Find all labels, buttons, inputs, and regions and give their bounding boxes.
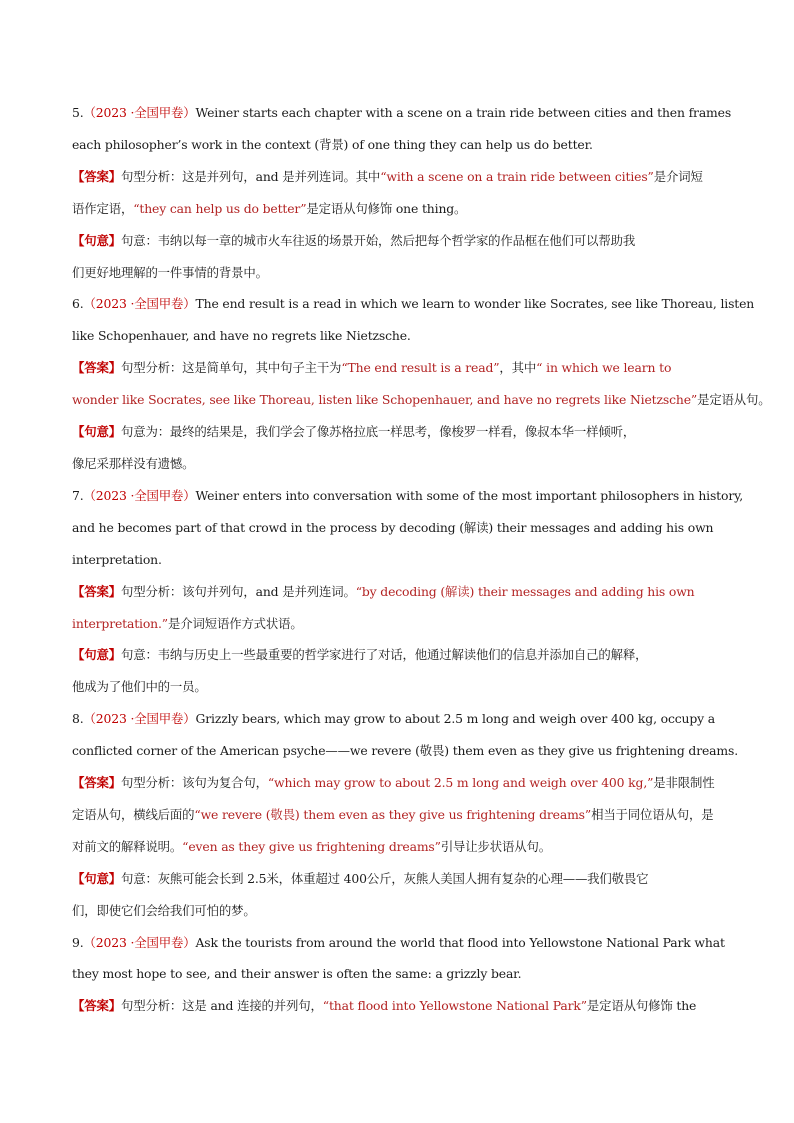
answer-line: [72, 831, 732, 863]
answer-text: 句型分析：这是并列句，and 是并列连词。其中: [120, 168, 381, 184]
question-text: Grizzly bears, which may grow to about 2.5 m long and weigh over 400 kg, occupy a: [195, 711, 716, 727]
answer-line: [72, 352, 732, 384]
question-text: and he becomes part of that crowd in the process by decoding (解读) their messages and adding his own: [72, 519, 714, 535]
quoted-english: “they can help us do better”: [133, 200, 307, 216]
question-number: 6.: [72, 296, 84, 312]
question-line: [72, 480, 744, 512]
answer-line: [72, 161, 732, 193]
meaning-line: [72, 671, 732, 703]
meaning-tag: 【句意】: [72, 647, 121, 663]
answer-text: 句型分析：这是 and 连接的并列句，: [120, 998, 323, 1014]
meaning-line: [72, 639, 732, 671]
answer-line: [72, 384, 771, 416]
answer-line: [72, 767, 732, 799]
meaning-tag: 【句意】: [72, 870, 121, 886]
question-number: 5.: [72, 105, 84, 120]
question-source: （2023 ·全国甲卷）: [83, 296, 196, 312]
answer-line: [72, 608, 732, 640]
meaning-line: [72, 895, 732, 927]
answer-text: 句型分析：这是简单句，其中句子主干为: [120, 360, 342, 376]
answer-text: 相当于同位语从句，是: [591, 806, 714, 822]
question-line: [72, 544, 732, 576]
question-line: [72, 703, 732, 735]
meaning-text: 句意：韦纳与历史上一些最重要的哲学家进行了对话，他通过解读他们的信息并添加自己的解释，: [120, 647, 648, 663]
answer-text: 句型分析：该句并列句，and 是并列连词。: [120, 583, 356, 599]
question-text: each philosopher’s work in the context (背景) of one thing they can help us do better.: [72, 136, 593, 152]
question-text: The end result is a read in which we learn to wonder like Socrates, see like Thoreau, listen: [195, 296, 755, 312]
meaning-text: 们更好地理解的一件事情的背景中。: [72, 264, 268, 280]
meaning-tag: 【句意】: [72, 232, 121, 248]
question-number: 9.: [72, 934, 84, 950]
quoted-english: “by decoding (解读) their messages and adding his own: [355, 583, 695, 599]
answer-text: 定语从句，横线后面的: [72, 806, 195, 822]
answer-tag: 【答案】: [72, 583, 121, 599]
document-page: [72, 97, 771, 1022]
question-source: （2023 ·全国甲卷）: [83, 934, 196, 950]
answer-text: 引导让步状语从句。: [440, 838, 551, 854]
question-number: 7.: [72, 487, 84, 503]
meaning-line: [72, 416, 732, 448]
meaning-line: [72, 863, 732, 895]
answer-line: [72, 990, 732, 1022]
quoted-english: “even as they give us frightening dreams”: [182, 838, 441, 854]
meaning-tag: 【句意】: [72, 424, 121, 440]
meaning-text: 句意为：最终的结果是，我们学会了像苏格拉底一样思考，像梭罗一样看，像叔本华一样倾听，: [120, 424, 636, 440]
question-source: （2023 ·全国甲卷）: [83, 105, 196, 120]
question-source: （2023 ·全国甲卷）: [83, 487, 196, 503]
question-text: conflicted corner of the American psyche——we revere (敬畏) them even as they give us frightening dreams.: [72, 743, 738, 759]
question-line: [72, 958, 732, 990]
question-text: like Schopenhauer, and have no regrets like Nietzsche.: [72, 328, 411, 344]
answer-tag: 【答案】: [72, 775, 121, 791]
question-text: interpretation.: [72, 551, 162, 567]
answer-text: 句型分析：该句为复合句，: [120, 775, 268, 791]
meaning-text: 他成为了他们中的一员。: [72, 679, 207, 695]
answer-text: 语作定语，: [72, 200, 134, 216]
meaning-text: 句意：灰熊可能会长到 2.5米，体重超过 400公斤，灰熊人美国人拥有复杂的心理——我们敬畏它: [120, 870, 649, 886]
question-line: [72, 288, 755, 320]
question-source: （2023 ·全国甲卷）: [83, 711, 196, 727]
answer-text: 是定语从句修饰 one thing。: [306, 200, 467, 216]
question-text: they most hope to see, and their answer is often the same: a grizzly bear.: [72, 966, 522, 982]
question-line: [72, 512, 732, 544]
quoted-english: “which may grow to about 2.5 m long and weigh over 400 kg,”: [267, 775, 654, 791]
question-text: Ask the tourists from around the world that flood into Yellowstone National Park what: [195, 934, 725, 950]
quoted-english: “with a scene on a train ride between cities”: [380, 168, 654, 184]
question-line: [72, 320, 732, 352]
answer-text: 对前文的解释说明。: [72, 838, 183, 854]
quoted-english: “ in which we learn to: [536, 360, 672, 376]
meaning-text: 们，即使它们会给我们可怕的梦。: [72, 902, 256, 918]
quoted-english: “that flood into Yellowstone National Park”: [322, 998, 587, 1014]
question-line: [72, 735, 738, 767]
answer-line: [72, 799, 732, 831]
answer-text: ，其中: [499, 360, 537, 376]
answer-text: 是非限制性: [653, 775, 715, 791]
answer-text: 是介词短语作方式状语。: [168, 615, 303, 631]
meaning-line: [72, 257, 732, 289]
question-text: Weiner enters into conversation with some of the most important philosophers in history,: [195, 487, 744, 503]
meaning-line: [72, 225, 732, 257]
meaning-text: 句意：韦纳以每一章的城市火车往返的场景开始，然后把每个哲学家的作品框在他们可以帮助我: [120, 232, 636, 248]
quoted-english: interpretation.”: [72, 615, 168, 631]
answer-tag: 【答案】: [72, 360, 121, 376]
answer-text: 是介词短: [653, 168, 703, 184]
question-line: [72, 927, 732, 959]
quoted-english: “The end result is a read”: [341, 360, 500, 376]
answer-tag: 【答案】: [72, 998, 121, 1014]
question-line: [72, 97, 732, 129]
meaning-line: [72, 448, 732, 480]
question-number: 8.: [72, 711, 84, 727]
answer-line: [72, 193, 732, 225]
answer-line: [72, 576, 732, 608]
answer-text: 是定语从句。: [697, 392, 771, 408]
quoted-english: “we revere (敬畏) them even as they give us frightening dreams”: [194, 806, 592, 822]
question-line: [72, 129, 732, 161]
quoted-english: wonder like Socrates, see like Thoreau, listen like Schopenhauer, and have no regrets like Nietzsche”: [72, 392, 698, 408]
question-text: Weiner starts each chapter with a scene on a train ride between cities and then frames: [195, 105, 732, 120]
answer-tag: 【答案】: [72, 168, 121, 184]
meaning-text: 像尼采那样没有遗憾。: [72, 455, 195, 471]
answer-text: 是定语从句修饰 the: [586, 998, 697, 1014]
